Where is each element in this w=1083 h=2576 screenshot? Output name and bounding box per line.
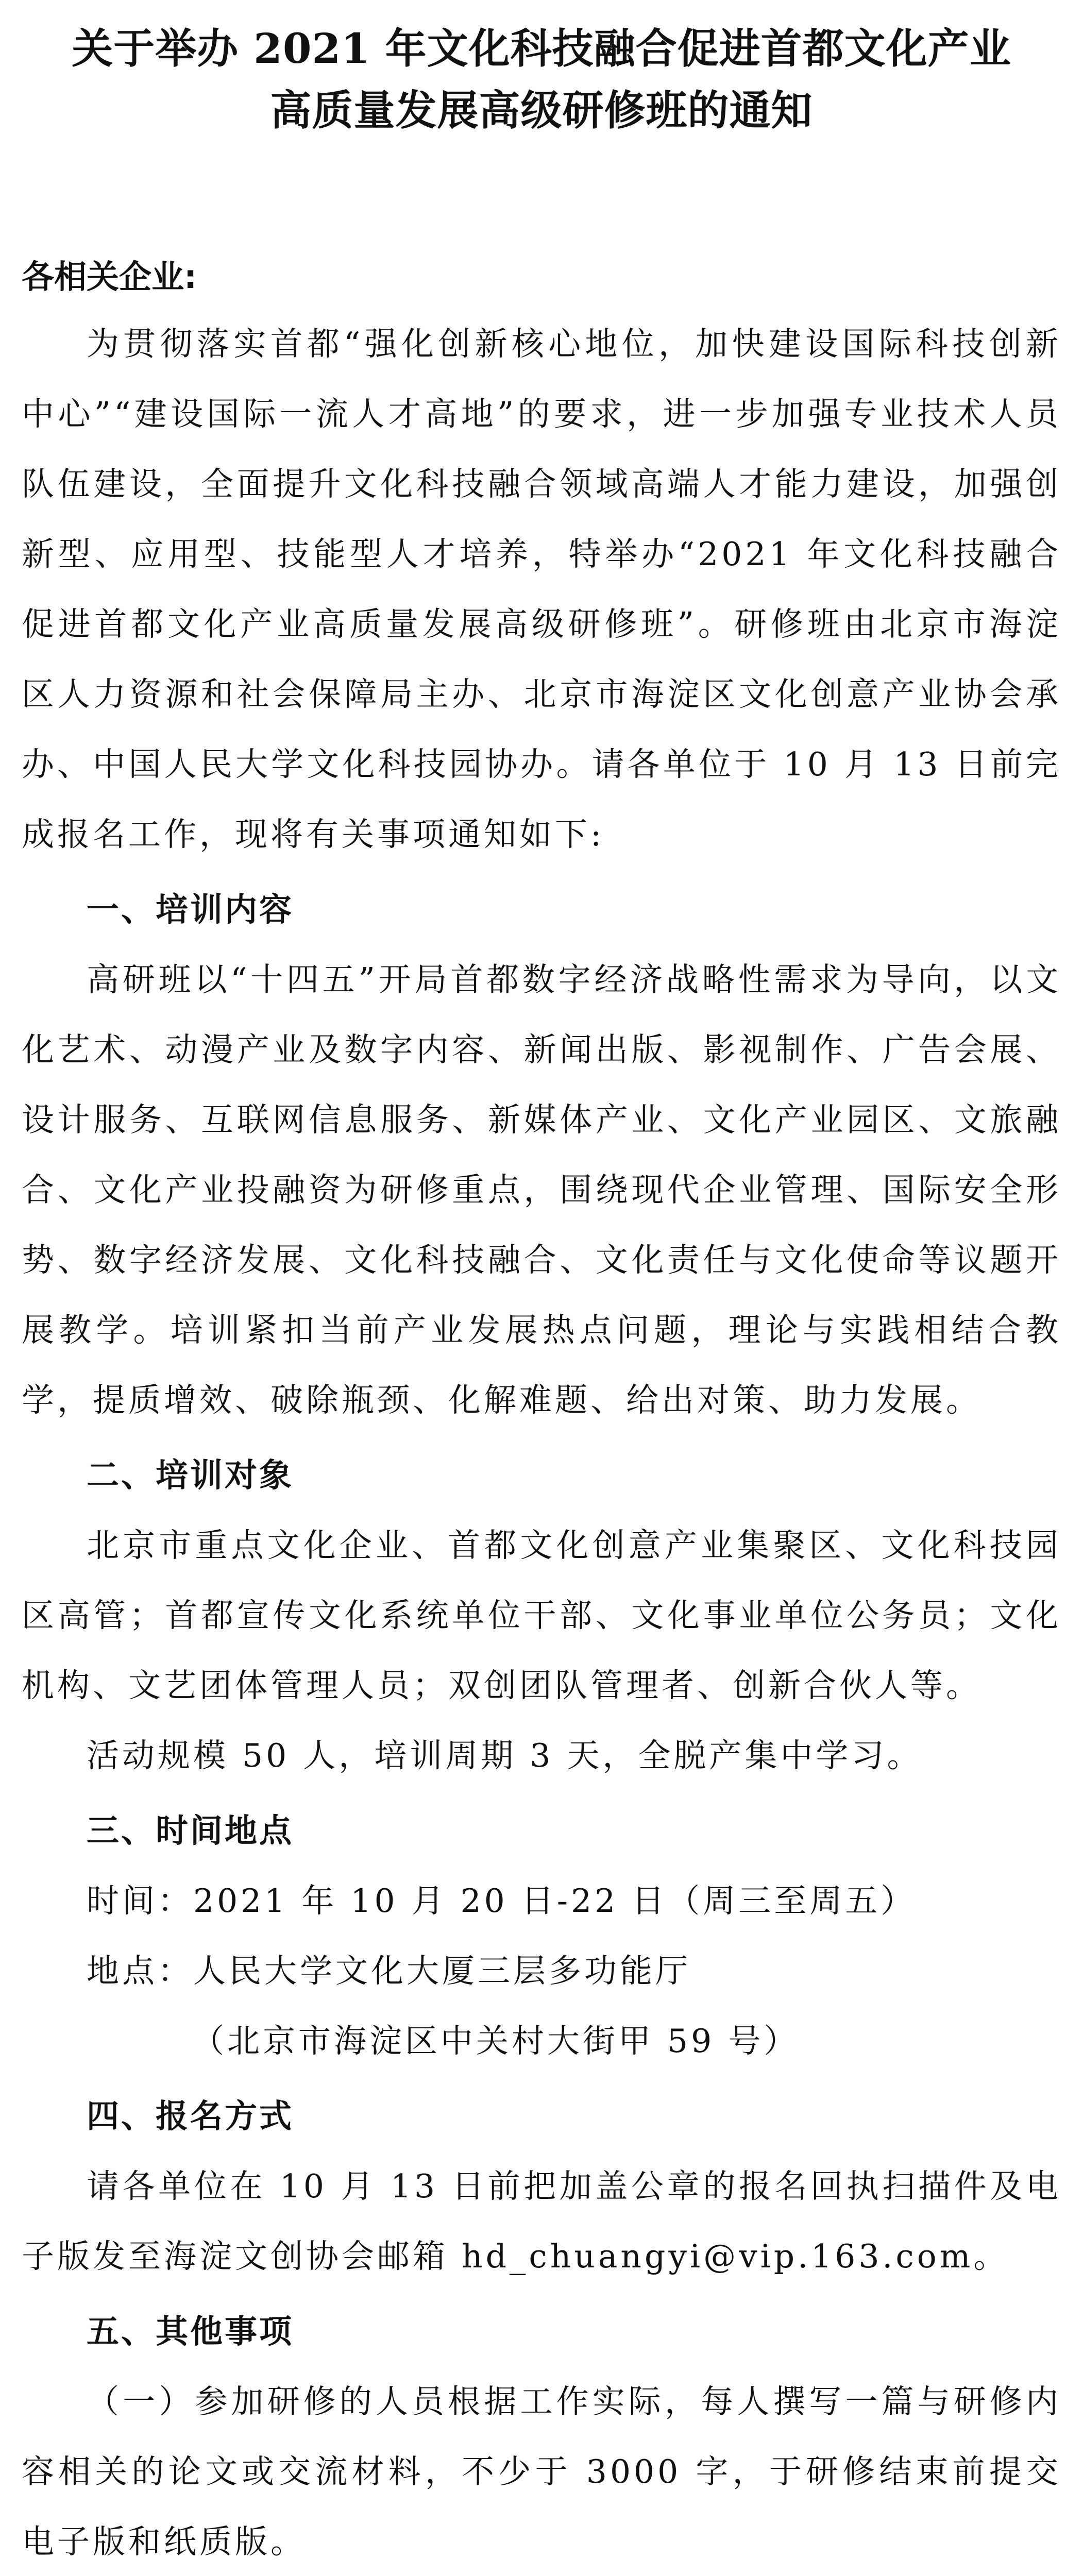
section-heading-other-matters: 五、其他事项 (87, 2313, 294, 2350)
section-heading-training-audience: 二、培训对象 (87, 1456, 294, 1494)
section-heading-registration: 四、报名方式 (87, 2097, 294, 2135)
activity-scale-paragraph: 活动规模 50 人，培训周期 3 天，全脱产集中学习。 (87, 1737, 923, 1774)
other-matter-item-1: （一）参加研修的人员根据工作实际，每人撰写一篇与研修内容相关的论文或交流材料，不少于 3000 字，于研修结束前提交电子版和纸质版。 (22, 2383, 1061, 2561)
title-line-2: 高质量发展高级研修班的通知 (270, 86, 813, 134)
training-audience-paragraph: 北京市重点文化企业、首都文化创意产业集聚区、文化科技园区高管；首都宣传文化系统单位干部、文化事业单位公务员；文化机构、文艺团体管理人员；双创团队管理者、创新合伙人等。 (22, 1527, 1061, 1704)
salutation: 各相关企业: (22, 258, 197, 296)
title-line-1: 关于举办 2021 年文化科技融合促进首都文化产业 (72, 24, 1011, 73)
training-address: （北京市海淀区中关村大街甲 59 号） (192, 2022, 800, 2060)
training-place: 地点：人民大学文化大厦三层多功能厅 (87, 1952, 691, 1990)
training-content-paragraph: 高研班以“十四五”开局首都数字经济战略性需求为导向，以文化艺术、动漫产业及数字内容、新闻出版、影视制作、广告会展、设计服务、互联网信息服务、新媒体产业、文化产业园区、文旅融合、文化产业投融资为研修重点，围绕现代企业管理、国际安全形势、数字经济发展、文化科技融合、文化责任与文化使命等议题开展教学。培训紧扣当前产业发展热点问题，理论与实践相结合教学，提质增效、破除瓶颈、化解难题、给出对策、助力发展。 (22, 961, 1061, 1419)
registration-paragraph: 请各单位在 10 月 13 日前把加盖公章的报名回执扫描件及电子版发至海淀文创协会邮箱 hd_chuangyi@vip.163.com。 (22, 2167, 1061, 2275)
section-heading-time-place: 三、时间地点 (87, 1812, 294, 1850)
intro-paragraph: 为贯彻落实首都“强化创新核心地位，加快建设国际科技创新中心”“建设国际一流人才高地”的要求，进一步加强专业技术人员队伍建设，全面提升文化科技融合领域高端人才能力建设，加强创新型、应用型、技能型人才培养，特举办“2021 年文化科技融合促进首都文化产业高质量发展高级研修班”。研修班由北京市海淀区人力资源和社会保障局主办、北京市海淀区文化创意产业协会承办、中国人民大学文化科技园协办。请各单位于 10 月 13 日前完成报名工作，现将有关事项通知如下: (22, 325, 1061, 853)
section-heading-training-content: 一、培训内容 (87, 891, 294, 928)
training-time: 时间：2021 年 10 月 20 日-22 日（周三至周五） (87, 1882, 917, 1920)
notice-title (22, 18, 1061, 141)
